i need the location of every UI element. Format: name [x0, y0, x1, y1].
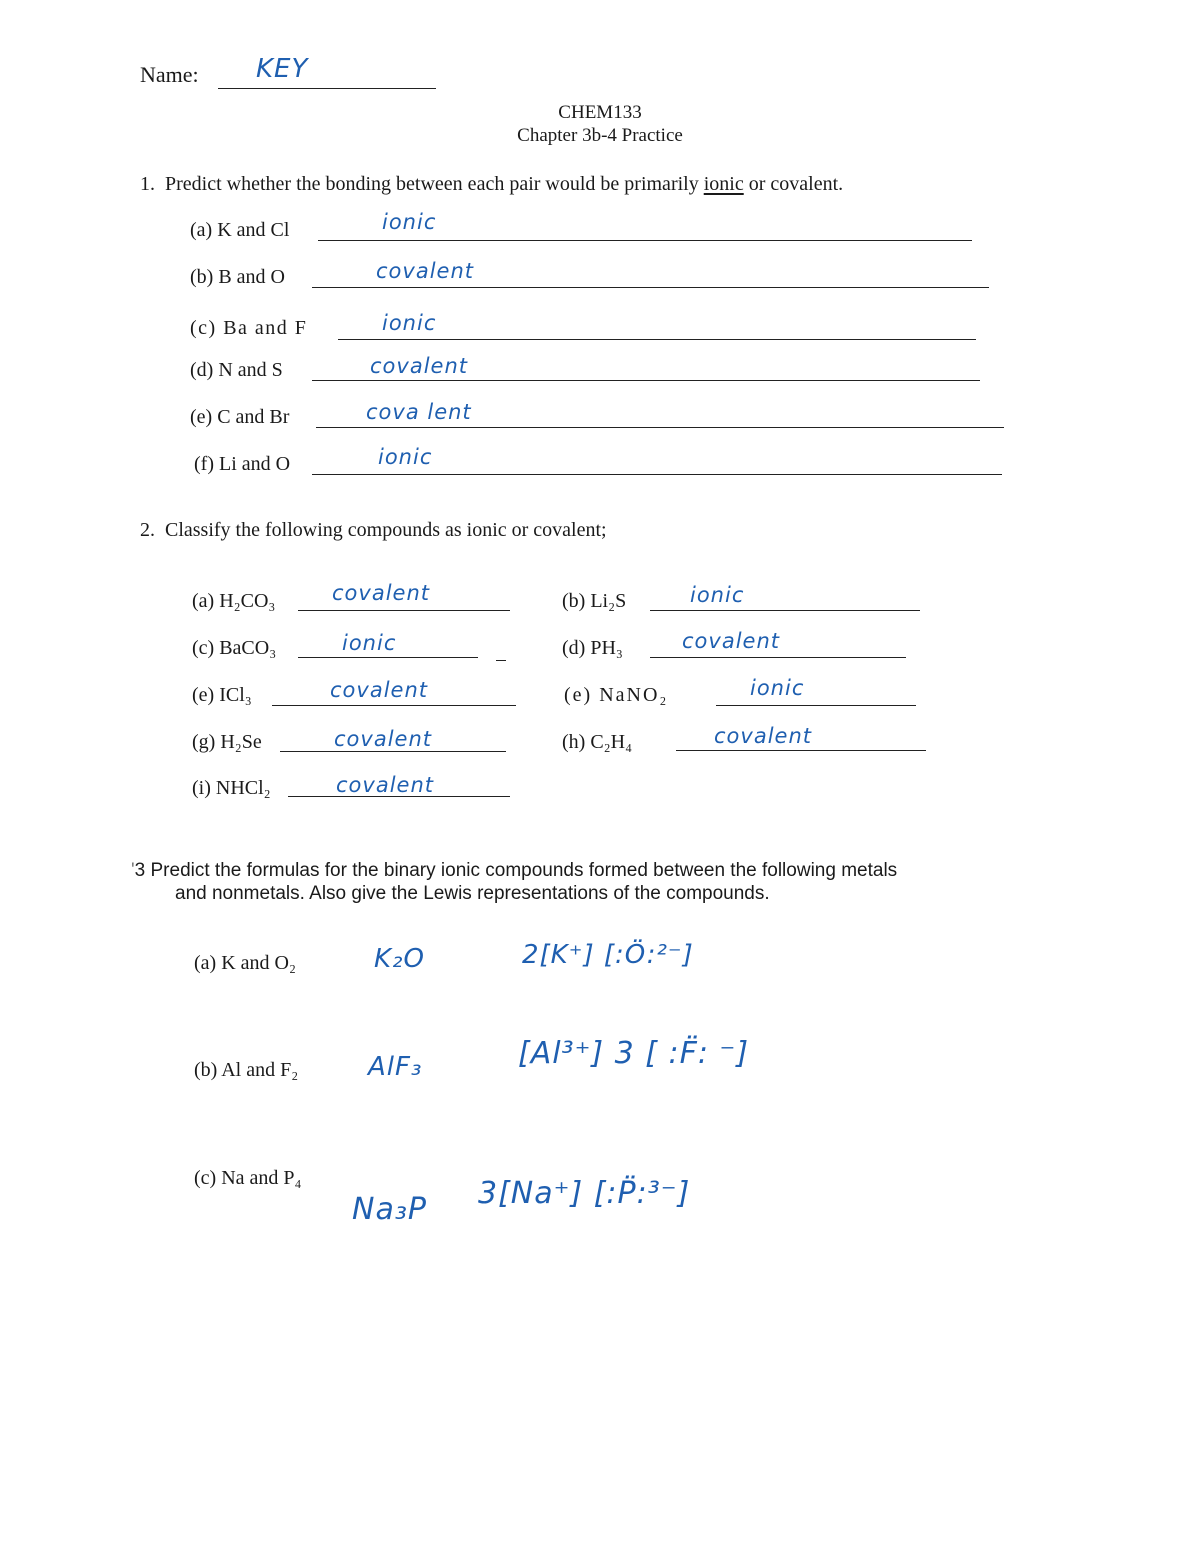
q2-prompt-text: Classify the following compounds as ionic or covalent; [165, 519, 607, 541]
q3-item-lewis: [Al³⁺] 3 [ :F̈: ⁻] [518, 1036, 750, 1071]
q3-item-lewis: 3[Na⁺] [:P̈:³⁻] [478, 1176, 691, 1211]
answer-line [338, 339, 976, 340]
q3-number: 3 [134, 860, 146, 881]
q1-item-answer: covalent [376, 259, 474, 283]
q3-item-label: (c) Na and P₄ [194, 1167, 302, 1189]
answer-line [298, 657, 478, 658]
q1-item-label: (d) N and S [190, 359, 283, 381]
page-subtitle: Chapter 3b-4 Practice [517, 125, 683, 146]
q3-item-formula: Na₃P [352, 1192, 427, 1227]
q3-item-lewis: 2[K⁺] [:Ö:²⁻] [522, 940, 694, 970]
q1-item-label: (c) Ba and F [190, 317, 308, 339]
q2-item-label: (g) H₂Se [192, 731, 262, 753]
q2-item-answer: ionic [750, 676, 805, 700]
q1-prompt-text: Predict whether the bonding between each pair would be primarily [165, 173, 704, 195]
q2-prompt [140, 519, 607, 542]
q2-item-label: (a) H₂CO₃ [192, 590, 276, 612]
answer-line [316, 427, 1004, 428]
q1-number: 1. [140, 173, 155, 195]
q1-item-answer: ionic [382, 210, 437, 234]
answer-line [676, 750, 926, 751]
q2-item-label: (i) NHCl₂ [192, 777, 271, 799]
answer-line [650, 657, 906, 658]
q1-prompt [140, 173, 843, 196]
q2-item-answer: covalent [334, 727, 432, 751]
q1-prompt-underlined: ionic [703, 173, 744, 195]
q2-item-label: (b) Li₂S [562, 590, 627, 612]
q1-item-answer: cova lent [366, 400, 472, 424]
q1-item-answer: ionic [378, 445, 433, 469]
answer-line [318, 240, 972, 241]
q2-item-answer: covalent [336, 773, 434, 797]
q1-item-label: (f) Li and O [194, 453, 291, 475]
answer-line [298, 610, 510, 611]
q3-item-formula: K₂O [374, 944, 425, 974]
stray-mark [496, 660, 506, 661]
answer-line [280, 751, 506, 752]
q2-item-label: (e) ICl₃ [192, 684, 252, 706]
q2-item-label: (h) C₂H₄ [562, 731, 633, 753]
q3-item-formula: AlF₃ [368, 1052, 423, 1082]
q2-item-answer: covalent [682, 629, 780, 653]
answer-line [650, 610, 920, 611]
q1-item-label: (b) B and O [190, 266, 285, 288]
course-title: CHEM133 [558, 102, 642, 123]
q2-item-answer: ionic [690, 583, 745, 607]
q1-item-label: (a) K and Cl [190, 219, 290, 241]
q2-item-answer: covalent [714, 724, 812, 748]
answer-line [716, 705, 916, 706]
q2-number: 2. [140, 519, 155, 541]
name-label: Name: [140, 62, 199, 87]
q2-item-label: (d) PH₃ [562, 637, 623, 659]
q1-item-label: (e) C and Br [190, 406, 290, 428]
q3-item-label: (b) Al and F₂ [194, 1059, 299, 1081]
name-line [218, 88, 436, 89]
answer-line [312, 474, 1002, 475]
q2-item-answer: ionic [342, 631, 397, 655]
answer-line [312, 287, 989, 288]
q2-item-answer: covalent [332, 581, 430, 605]
answer-line [272, 705, 516, 706]
q3-prompt: '3 Predict the formulas for the binary ionic compounds formed between the following metals [131, 860, 898, 881]
q3-prompt-line1: Predict the formulas for the binary ionic compounds formed between the following metals [150, 860, 898, 881]
q1-prompt-end: or covalent. [743, 173, 844, 195]
q3-prompt-line2: and nonmetals. Also give the Lewis representations of the compounds. [175, 883, 770, 904]
q1-item-answer: ionic [382, 311, 437, 335]
q2-item-label: (e) NaNO₂ [564, 684, 669, 706]
name-answer: KEY [256, 54, 309, 84]
answer-line [312, 380, 980, 381]
q1-item-answer: covalent [370, 354, 468, 378]
q2-item-answer: covalent [330, 678, 428, 702]
q3-item-label: (a) K and O₂ [194, 952, 296, 974]
q2-item-label: (c) BaCO₃ [192, 637, 277, 659]
